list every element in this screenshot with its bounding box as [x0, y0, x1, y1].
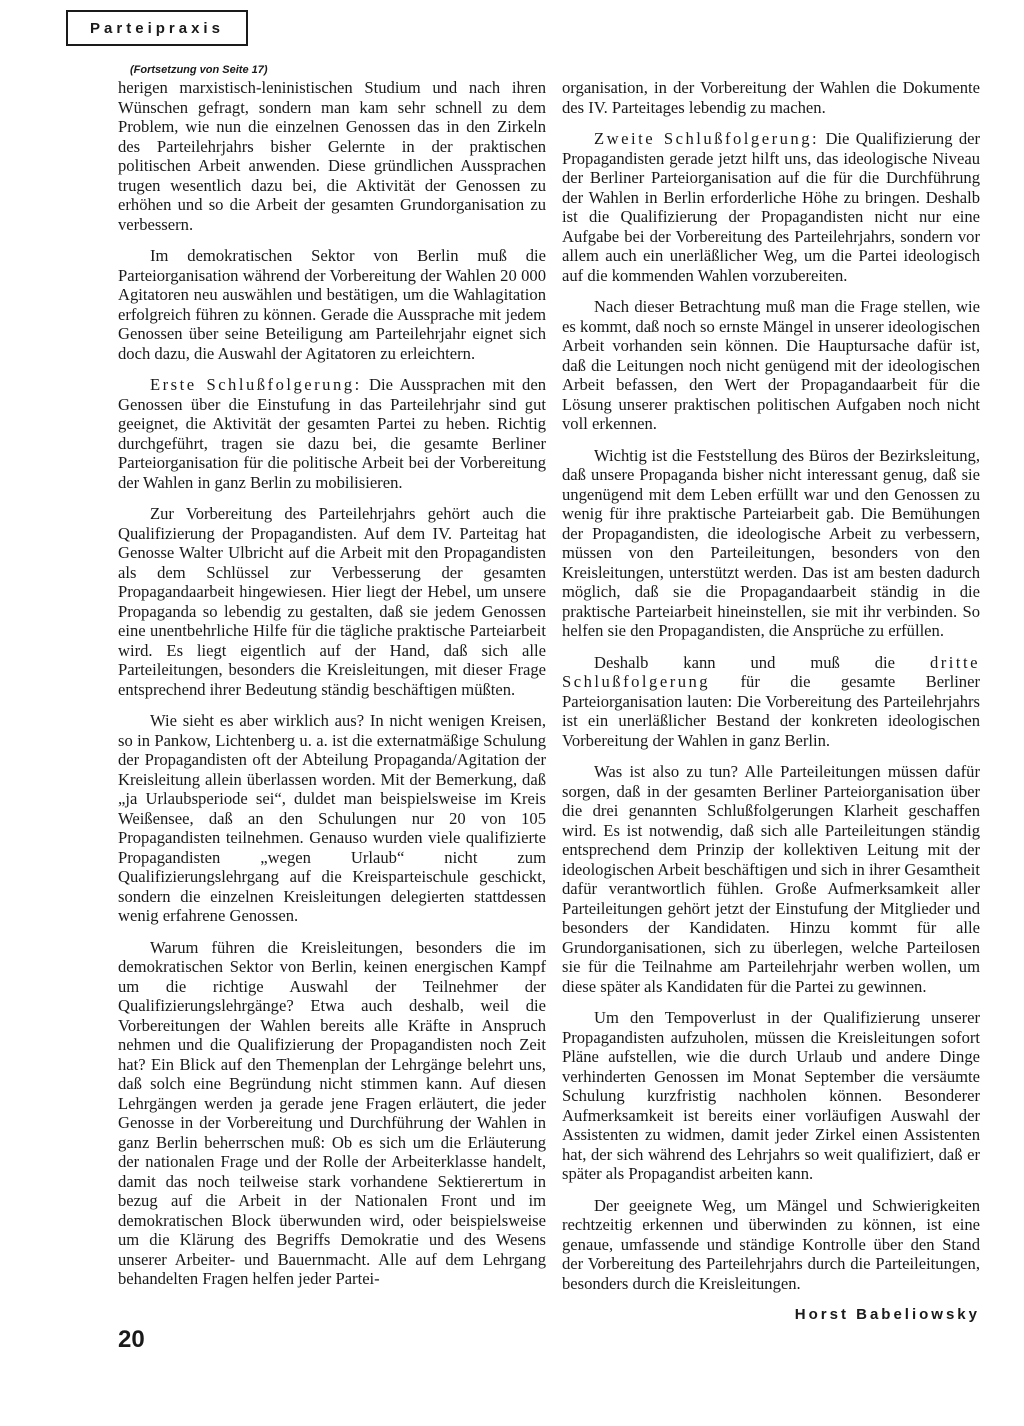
page-number: 20	[118, 1326, 145, 1353]
conclusion-lead: dritte Schlußfolgerung	[562, 652, 980, 691]
paragraph-text: Die Qualifizierung der Propagandisten gerade jetzt hilft uns, das ideologische Niveau der Berliner Parteiorganisation auf die für die Durchführung der Wahlen in Berlin erforderliche Höhe zu bringen. Deshalb ist die Qualifizierung der Propagandisten nicht nur eine Aufgabe bei der Vorbereitung des Parteilehrjahrs, sondern vor allem auch ein unerläßlicher Weg, um die Partei ideologisch auf die kommenden Wahlen vorzubereiten.	[562, 129, 981, 285]
section-header-box	[66, 10, 248, 46]
paragraph: Was ist also zu tun? Alle Parteileitungen müssen dafür sorgen, daß in der gesamten Berliner Parteiorganisation über die drei genannten Schlußfolgerungen Klarheit geschaffen wird. Es ist notwendig, daß sich alle Parteileitungen ständig entsprechend dem Prinzip der kollektiven Leitung mit der ideologischen Arbeit beschäftigen und sich in ihrer Gesamtheit dafür verantwortlich fühlen. Große Aufmerksamkeit aller Parteileitungen gehört jetzt der Einstufung der Mitglieder und besonders der Kandidaten. Hinzu kommt für alle Grundorganisationen, sich zu überlegen, welche Parteilosen sie für die Teilnahme am Parteilehrjahr werben wollen, um diese später als Kandidaten für die Partei zu gewinnen.	[562, 762, 980, 996]
continuation-note: (Fortsetzung von Seite 17)	[130, 64, 268, 76]
paragraph: Nach dieser Betrachtung muß man die Frage stellen, wie es kommt, daß noch so ernste Mängel in unserer ideologischen Arbeit vorhanden sein können. Die Hauptursache dafür ist, daß die Leitungen noch nicht genügend mit der ideologischen Arbeit befassen, den Wert der Propagandaarbeit für die Lösung unserer praktischen politischen Aufgaben noch nicht voll erkennen.	[562, 297, 980, 433]
paragraph: Zur Vorbereitung des Parteilehrjahrs gehört auch die Qualifizierung der Propagandisten. Auf dem IV. Parteitag hat Genosse Walter Ulbricht auf die Arbeit mit den Propagandisten als dem Schlüssel zur Verbesserung der gesamten Propagandaarbeit hingewiesen. Hier liegt der Hebel, um unsere Propaganda so lebendig zu gestalten, daß sie jedem Genossen eine unentbehrliche Hilfe für die tägliche praktische Parteiarbeit wird. Es liegt eigentlich auf der Hand, daß sich alle Parteileitungen, besonders die Kreisleitungen, mit dieser Frage entsprechend ihrer Bedeutung ständig beschäftigen müßten.	[118, 504, 546, 699]
paragraph	[118, 375, 546, 492]
conclusion-lead: Zweite Schlußfolgerung:	[594, 129, 820, 148]
paragraph: Wie sieht es aber wirklich aus? In nicht wenigen Kreisen, so in Pankow, Lichtenberg u. a. ist die externatmäßige Schulung der Propagandisten oft der Abteilung Propaganda/Agitation der Kreisleitung allein überlassen worden. Mit der Bemerkung, daß „ja Urlaubsperiode sei“, duldet man beispielsweise im Kreis Weißensee, daß an den Schulungen nur 20 von 105 Propagandisten teilnehmen. Genauso wurden viele qualifizierte Propagandisten „wegen Urlaub“ nicht zum Qualifizierungslehrgang auf die Kreisparteischule geschickt, sondern die einzelnen Kreisleitungen delegierten stattdessen wenig erfahrene Genossen.	[118, 711, 546, 925]
paragraph: Der geeignete Weg, um Mängel und Schwierigkeiten rechtzeitig erkennen und überwinden zu können, ist eine genaue, umfassende und ständige Kontrolle über den Stand der Vorbereitung des Parteilehrjahrs durch die Parteileitungen, besonders durch die Kreisleitungen.	[562, 1195, 980, 1293]
paragraph: Warum führen die Kreisleitungen, besonders die im demokratischen Sektor von Berlin, keinen energischen Kampf um die richtige Auswahl der Teilnehmer der Qualifizierungslehrgänge? Etwa auch deshalb, weil die Vorbereitungen der Wahlen bereits alle Kräfte in Anspruch nehmen und die Qualifizierung der Propagandisten noch Zeit hat? Ein Blick auf den Themenplan der Lehrgänge belehrt uns, daß solch eine Begründung nicht stimmen kann. Auf diesen Lehrgängen werden ja gerade jene Fragen erläutert, die jeder Genosse in der Vorbereitung und Durchführung der Wahlen in ganz Berlin beherrschen muß: Ob es sich um die Erläuterung der nationalen Frage und der Rolle der Arbeiterklasse handelt, damit das noch teilweise stark vorhandene Sektierertum in bezug auf die Arbeit in der Nationalen Front und im demokratischen Block überwunden wird, oder beispielsweise um die Klärung des Begriffs Demokratie und des Wesens unserer Arbeiter- und Bauernmacht. Alle auf dem Lehrgang behandelten Fragen helfen jeder Partei-	[118, 937, 546, 1288]
paragraph-text: Die Aussprachen mit den Genossen über die Einstufung in das Parteilehrjahr sind gut geeignet, die Aktivität der gesamten Partei zu heben. Richtig durchgeführt, tragen sie dazu bei, die gesamte Berliner Parteiorganisation für die politische Arbeit bei der Vorbereitung der Wahlen in ganz Berlin zu mobilisieren.	[118, 375, 546, 492]
paragraph: Um den Tempoverlust in der Qualifizierung unserer Propagandisten aufzuholen, müssen die Kreisleitungen sofort Pläne aufstellen, wie die durch Urlaub und andere Dinge verhinderten Genossen im Monat September die versäumte Schulung kurzfristig nachholen können. Besonderer Aufmerksamkeit ist bereits einer vorläufigen Auswahl der Assistenten zu widmen, damit jeder Zirkel einen Assistenten hat, der sich während des Lehrjahrs so weit qualifiziert, daß er später als Propagandist arbeiten kann.	[562, 1008, 980, 1183]
paragraph-text: für die gesamte Berliner Parteiorganisation lauten: Die Vorbereitung des Parteilehrjahrs ist ein unerläßlicher Bestand der konkreten ideologischen Vorbereitung der Wahlen in ganz Berlin.	[562, 672, 980, 750]
paragraph-text: Deshalb kann und muß die	[594, 652, 930, 672]
left-column	[118, 62, 546, 1301]
paragraph	[562, 129, 980, 285]
paragraph: organisation, in der Vorbereitung der Wahlen die Dokumente des IV. Parteitages lebendig zu machen.	[562, 78, 980, 117]
conclusion-lead: Erste Schlußfolgerung:	[150, 375, 362, 394]
paragraph: Im demokratischen Sektor von Berlin muß die Parteiorganisation während der Vorbereitung der Wahlen 20 000 Agitatoren neu auswählen und bestätigen, um die Wahlagitation erfolgreich führen zu können. Gerade die Aussprache mit jedem Genossen über seine Beteiligung am Parteilehrjahr eignet sich doch dazu, die Auswahl der Agitatoren zu erleichtern.	[118, 246, 546, 363]
author-signature: Horst Babeliowsky	[794, 1306, 980, 1323]
paragraph	[562, 653, 980, 751]
section-label: Parteipraxis	[90, 19, 224, 37]
right-column	[562, 78, 980, 1325]
paragraph: Wichtig ist die Feststellung des Büros der Bezirksleitung, daß unsere Propaganda bisher nicht interessant genug, daß sie ungenügend mit dem Leben erfüllt war und den Genossen zu wenig für ihre praktische Parteiarbeit gab. Die Bemühungen der Propagandisten, die ideologische Arbeit zu verbessern, müssen von den Parteileitungen, besonders von den Kreisleitungen, unterstützt werden. Das ist am besten dadurch möglich, daß sie die Propagandaarbeit ständig in die praktische Parteiarbeit hineinstellen, sie mit ihr verbinden. So helfen sie den Propagandisten, die Ansprüche zu erfüllen.	[562, 445, 980, 640]
paragraph: herigen marxistisch-leninistischen Studium und nach ihren Wünschen gefragt, sondern man kam sehr schnell zu dem Problem, wie nun die einzelnen Genossen das in den Zirkeln des Parteilehrjahrs bisher Gelernte in der praktischen politischen Arbeit anwenden. Diese gründlichen Aussprachen trugen wesentlich dazu bei, die Aktivität der Genossen zu erhöhen und so die Arbeit der gesamten Grundorganisation zu verbessern.	[118, 78, 546, 234]
